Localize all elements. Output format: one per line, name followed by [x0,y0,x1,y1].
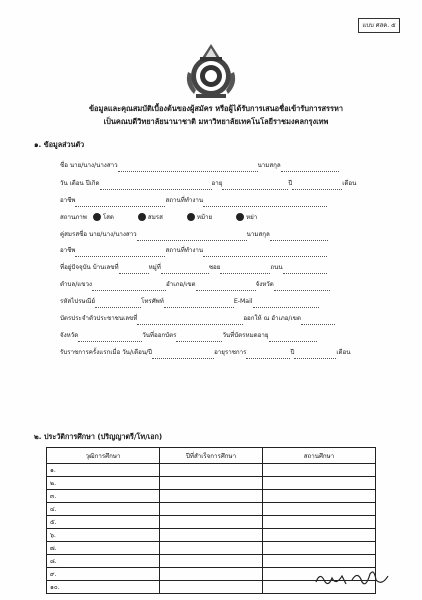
service-months-field[interactable] [294,349,336,359]
spouse-occupation-field[interactable] [75,247,165,257]
spouse-row: คู่สมรสชื่อ นาย/นาง/นางสาว นามสกุล [60,229,328,241]
road-field[interactable] [283,264,327,274]
subdistrict-field[interactable] [92,281,166,291]
spouse-surname-field[interactable] [270,231,328,241]
birth-row: วัน เดือน ปีเกิด อายุ ปี เดือน [60,178,356,190]
status-row: สถานภาพ โสด สมรส หม้าย หย่า [60,214,258,221]
issue-province-field[interactable] [78,332,142,342]
contact-row: รหัสไปรษณีย์ โทรศัพท์ E-Mail [60,296,319,308]
table-row: ๑. [47,464,376,477]
id-issue-row: จังหวัด วันที่ออกบัตร วันที่บัตรหมดอายุ [60,330,317,342]
age-months-field[interactable] [292,180,342,190]
age-years-field[interactable] [222,180,288,190]
expiry-date-field[interactable] [269,332,317,342]
table-row: ๘. [47,555,376,568]
occupation-field[interactable] [75,197,165,207]
zip-code-field[interactable] [95,298,141,308]
workplace-field[interactable] [203,197,327,207]
title-line-1: ข้อมูลและคุณสมบัติเบื้องต้นของผู้สมัคร หรือผู้ได้รับการเสนอชื่อเข้ารับการสรรหา [88,104,344,113]
moo-field[interactable] [161,264,209,274]
email-field[interactable] [253,298,319,308]
table-row: ๗. [47,542,376,555]
province-field[interactable] [274,281,330,291]
status-single-radio[interactable] [93,213,101,221]
table-row: ๙. [47,568,376,581]
service-row: รับราชการครั้งแรกเมื่อ วัน/เดือน/ปี อายุราชการ ปี เดือน [60,347,350,359]
table-row: ๒. [47,477,376,490]
degree-column-header: วุฒิการศึกษา [47,448,160,464]
section-2-heading: ๒. ประวัติการศึกษา (ปริญญาตรี/โท/เอก) [34,432,163,441]
id-card-row: บัตรประจำตัวประชาชนเลขที่ ออกให้ ณ อำเภอ/เขต [60,313,335,325]
university-emblem-icon [182,42,240,100]
signature-image [312,566,392,590]
first-service-date-field[interactable] [152,349,214,359]
service-years-field[interactable] [246,349,290,359]
status-widowed-radio[interactable] [187,213,195,221]
table-row: ๑๐. [47,581,376,594]
job-row: อาชีพ สถานที่ทำงาน [60,195,327,207]
status-married-radio[interactable] [138,213,146,221]
spouse-workplace-field[interactable] [203,247,327,257]
address-row: ที่อยู่ปัจจุบัน บ้านเลขที่ หมู่ที่ ซอย ถนน [60,262,327,274]
table-row: ๓. [47,490,376,503]
house-number-field[interactable] [119,264,149,274]
form-code-box: แบบ ศสค. ๕ [358,18,400,33]
graduation-year-column-header: ปีที่สำเร็จการศึกษา [160,448,263,464]
issued-district-field[interactable] [301,315,335,325]
district-field[interactable] [196,281,256,291]
institution-column-header: สถานศึกษา [263,448,376,464]
phone-field[interactable] [164,298,234,308]
title-line-2: เป็นคณบดีวิทยาลัยนานาชาติ มหาวิทยาลัยเทคโนโลยีราชมงคลกรุงเทพ [103,117,329,126]
soi-field[interactable] [220,264,270,274]
surname-field[interactable] [281,162,339,172]
education-header-row [47,448,376,464]
id-card-number-field[interactable] [137,315,243,325]
birth-date-field[interactable] [100,180,212,190]
table-row: ๔. [47,503,376,516]
table-row: ๕. [47,516,376,529]
spouse-job-row: อาชีพ สถานที่ทำงาน [60,245,327,257]
status-divorced-radio[interactable] [236,213,244,221]
table-row: ๖. [47,529,376,542]
spouse-name-field[interactable] [137,231,247,241]
issue-date-field[interactable] [176,332,222,342]
district-row: ตำบล/แขวง อำเภอ/เขต จังหวัด [60,279,330,291]
first-name-field[interactable] [118,162,258,172]
section-1-heading: ๑. ข้อมูลส่วนตัว [34,140,85,149]
form-title [40,102,392,128]
name-row: ชื่อ นาย/นาง/นางสาว นามสกุล [60,160,339,172]
